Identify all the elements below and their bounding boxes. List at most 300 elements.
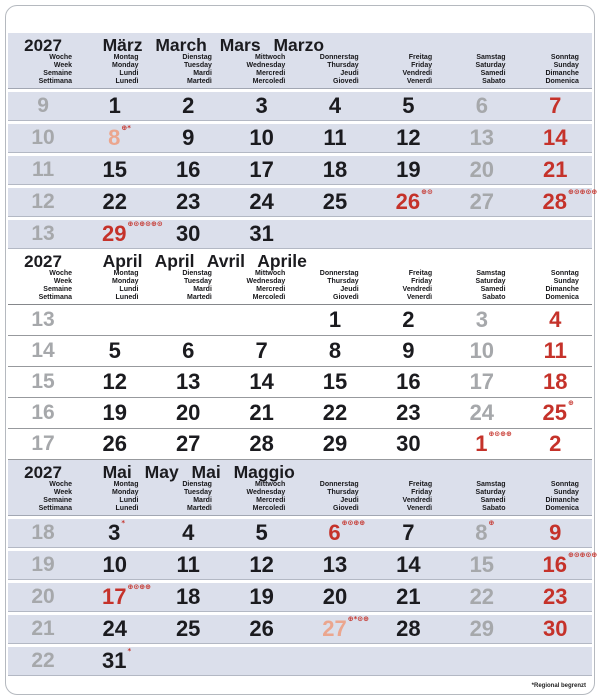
day-number: 18	[322, 157, 348, 182]
week-row	[8, 367, 592, 398]
day-cell	[372, 520, 445, 546]
day-cell	[298, 431, 371, 457]
holiday-marker: ⊕⊙⊕⊙⊕	[567, 188, 598, 196]
day-number: 21	[396, 584, 421, 609]
day-cell	[151, 431, 224, 457]
day-number: 13	[175, 369, 201, 394]
week-label-line: Woche	[49, 481, 73, 488]
day-number: 15	[469, 552, 495, 577]
day-number: 22	[469, 584, 495, 609]
day-number: 16	[542, 552, 567, 577]
day-number: 17	[102, 584, 127, 609]
weekday-label-line: Monday	[112, 62, 139, 69]
day-cell	[445, 616, 518, 642]
day-number: 5	[108, 338, 121, 363]
day-number: 11	[543, 338, 567, 363]
weekday-label-line: Saturday	[475, 62, 506, 69]
holiday-marker: ⊕⊙⊕⊕	[341, 519, 366, 527]
week-number: 14	[31, 339, 55, 362]
day-number: 29	[322, 431, 348, 456]
day-number: 6	[182, 338, 195, 363]
day-number: 10	[469, 338, 495, 363]
week-label-line: Semaine	[43, 70, 73, 77]
week-row	[8, 336, 592, 367]
weekday-label	[372, 270, 445, 302]
weekday-label	[372, 54, 445, 86]
weekday-label-line: Samedi	[480, 70, 506, 77]
day-number: 23	[542, 584, 568, 609]
weekday-label-line: Dienstag	[182, 54, 212, 61]
week-row	[8, 647, 592, 676]
weekday-label-line: Lunedì	[115, 294, 139, 301]
day-number: 24	[469, 400, 495, 425]
week-number: 20	[31, 585, 55, 608]
weekday-label	[519, 270, 592, 302]
day-cell	[445, 157, 518, 183]
weekday-label-line: Venerdì	[406, 505, 433, 512]
week-row	[8, 615, 592, 644]
day-number: 28	[396, 616, 421, 641]
day-number: 22	[322, 400, 348, 425]
day-number: 12	[102, 369, 128, 394]
weekday-label-line: Lundi	[119, 70, 139, 77]
weekday-label-line: Dimanche	[545, 70, 579, 77]
day-number: 31	[102, 648, 127, 673]
week-column-label	[8, 481, 78, 513]
holiday-marker: ⊕⊙⊕⊕	[488, 430, 512, 438]
weekday-label-line: Mercoledì	[252, 294, 286, 301]
day-cell	[78, 400, 151, 426]
day-number: 11	[176, 552, 200, 577]
day-cell	[151, 616, 224, 642]
weekday-label-line: Friday	[411, 62, 433, 69]
day-cell	[298, 400, 371, 426]
week-row	[8, 220, 592, 249]
weekday-label-line: Jeudi	[340, 70, 359, 77]
day-number: 9	[182, 125, 195, 150]
week-label-line: Settimana	[38, 78, 73, 85]
day-cell	[445, 431, 518, 457]
week-row	[8, 156, 592, 185]
day-number: 17	[469, 369, 495, 394]
day-number: 8	[328, 338, 342, 363]
weekday-label-line: Martedì	[186, 294, 212, 301]
day-cell	[151, 221, 224, 247]
weekday-label-line: Samstag	[476, 54, 506, 61]
day-cell	[298, 93, 371, 119]
day-cell	[519, 551, 598, 578]
day-cell	[372, 338, 445, 364]
weekday-label-line: Mittwoch	[254, 54, 286, 61]
weekday-label	[78, 54, 151, 86]
weekday-label-line: Sunday	[553, 489, 579, 496]
day-cell	[298, 616, 371, 642]
weekday-label	[445, 481, 518, 513]
weekday-label-line: Domenica	[545, 294, 579, 301]
day-cell	[519, 584, 592, 610]
weekday-label-line: Dienstag	[182, 481, 212, 488]
weekday-label-line: Sabato	[482, 505, 506, 512]
day-cell	[225, 125, 298, 151]
weekday-label-line: Sabato	[482, 78, 506, 85]
weekday-label	[298, 270, 371, 302]
holiday-marker: *	[121, 519, 126, 527]
month-title: April April Avril Aprile	[102, 251, 307, 271]
day-number: 31	[249, 221, 274, 246]
day-cell	[445, 584, 518, 610]
day-number: 6	[475, 93, 488, 118]
weekday-label-line: Martedì	[186, 505, 212, 512]
weekday-label-line: Dimanche	[545, 497, 579, 504]
day-number: 3	[475, 307, 488, 332]
day-number: 8	[475, 520, 488, 545]
day-cell	[78, 520, 151, 546]
day-number: 20	[175, 400, 201, 425]
day-number: 15	[322, 369, 348, 394]
weekday-label-line: Sunday	[553, 62, 579, 69]
week-row	[8, 519, 592, 548]
weekday-label-line: Friday	[411, 489, 433, 496]
weekday-label-line: Friday	[411, 278, 433, 285]
day-number: 14	[396, 552, 421, 577]
day-number: 1	[108, 93, 121, 118]
day-cell	[78, 338, 151, 364]
weekday-label-line: Samstag	[476, 481, 506, 488]
year-label: 2027	[24, 36, 62, 55]
day-cell	[372, 93, 445, 119]
weekday-label-line: Lunedì	[115, 78, 139, 85]
week-label-line: Semaine	[43, 497, 73, 504]
three-month-calendar	[8, 33, 598, 676]
weekday-label-line: Sunday	[553, 278, 579, 285]
week-label-line: Semaine	[43, 286, 73, 293]
weekday-label	[298, 481, 371, 513]
day-number: 12	[249, 552, 274, 577]
week-row	[8, 188, 598, 217]
weekday-label-line: Mercoledì	[252, 505, 286, 512]
holiday-marker: ⊕⊙	[421, 188, 433, 196]
day-cell	[445, 189, 518, 215]
week-column-label	[8, 54, 78, 86]
weekday-label-line: Giovedì	[333, 294, 359, 301]
weekday-label-line: Giovedì	[333, 78, 359, 85]
day-cell	[519, 188, 598, 215]
day-number: 3	[108, 520, 121, 545]
weekday-label-line: Mercredi	[256, 497, 286, 504]
day-number: 19	[249, 584, 274, 609]
day-cell	[78, 584, 151, 610]
day-number: 18	[175, 584, 201, 609]
weekday-label-line: Freitag	[408, 481, 433, 488]
week-label-line: Woche	[49, 54, 73, 61]
month-header	[8, 460, 592, 516]
day-number: 21	[542, 157, 568, 182]
weekday-label-line: Venerdì	[406, 294, 433, 301]
holiday-marker: *	[127, 647, 132, 655]
weekday-label	[225, 54, 298, 86]
weekday-label-line: Thursday	[327, 489, 359, 496]
day-cell	[519, 431, 592, 457]
day-cell	[151, 552, 224, 578]
weekday-label-line: Vendredi	[402, 70, 433, 77]
day-number: 24	[102, 616, 128, 641]
weekday-label-line: Lundi	[119, 497, 139, 504]
day-cell	[225, 520, 298, 546]
weekday-label-line: Martedì	[186, 78, 212, 85]
holiday-marker: ⊕⊙⊕⊙⊕⊙	[127, 220, 163, 228]
day-cell	[372, 369, 445, 395]
weekday-label-line: Domenica	[545, 505, 579, 512]
day-cell	[298, 520, 371, 546]
day-cell	[78, 220, 163, 247]
day-number: 30	[542, 616, 568, 641]
year-label: 2027	[24, 463, 62, 482]
day-number: 12	[396, 125, 421, 150]
weekday-label-line: Lunedì	[115, 505, 139, 512]
day-number: 7	[549, 93, 562, 118]
weekday-label	[445, 270, 518, 302]
weekday-label-line: Thursday	[327, 278, 359, 285]
weekday-label-line: Sabato	[482, 294, 506, 301]
day-cell	[445, 307, 518, 333]
weekday-label-line: Jeudi	[340, 286, 359, 293]
day-cell	[78, 189, 151, 215]
weekday-label	[445, 54, 518, 86]
month-header	[8, 33, 592, 89]
day-cell	[519, 400, 592, 426]
weekday-label	[519, 481, 592, 513]
week-row	[8, 305, 592, 336]
week-number: 12	[31, 190, 55, 213]
day-cell	[225, 616, 298, 642]
weekday-label-line: Saturday	[475, 278, 506, 285]
day-number: 25	[322, 189, 348, 214]
week-number: 9	[37, 94, 49, 117]
day-number: 7	[402, 520, 415, 545]
day-cell	[225, 157, 298, 183]
month-panel-1	[8, 33, 598, 249]
day-cell	[445, 369, 518, 395]
weekday-label-line: Mardi	[193, 70, 212, 77]
day-number: 23	[396, 400, 421, 425]
weekday-label-line: Giovedì	[333, 505, 359, 512]
day-number: 9	[549, 520, 562, 545]
weekday-label-line: Wednesday	[246, 62, 286, 69]
day-cell	[151, 157, 224, 183]
day-cell	[519, 93, 592, 119]
day-cell	[78, 157, 151, 183]
month-panel-2	[8, 249, 592, 460]
weekday-label-line: Samedi	[480, 286, 506, 293]
weekday-label	[151, 270, 224, 302]
day-cell	[225, 584, 298, 610]
weekday-label	[519, 54, 592, 86]
day-number: 13	[322, 552, 348, 577]
weekday-label-line: Venerdì	[406, 78, 433, 85]
day-number: 2	[402, 307, 415, 332]
day-number: 11	[323, 125, 347, 150]
day-cell	[372, 431, 445, 457]
day-cell	[445, 125, 518, 151]
day-cell	[298, 584, 371, 610]
week-number: 22	[31, 649, 55, 672]
day-cell	[298, 125, 371, 151]
day-number: 20	[469, 157, 495, 182]
day-cell	[151, 189, 224, 215]
weekday-label-line: Samedi	[480, 497, 506, 504]
day-cell	[225, 221, 298, 247]
week-number: 11	[31, 158, 55, 181]
day-cell	[298, 369, 371, 395]
week-row	[8, 398, 592, 429]
day-cell	[225, 189, 298, 215]
weekday-label-line: Sonntag	[550, 54, 579, 61]
day-cell	[372, 307, 445, 333]
week-label-line: Week	[53, 62, 73, 69]
weekday-label	[151, 54, 224, 86]
day-cell	[372, 125, 445, 151]
week-number: 21	[31, 617, 55, 640]
weekday-label-line: Dimanche	[545, 286, 579, 293]
day-cell	[225, 338, 298, 364]
weekday-label-line: Saturday	[475, 489, 506, 496]
week-row	[8, 92, 592, 121]
day-cell	[78, 125, 151, 151]
day-number: 13	[469, 125, 495, 150]
week-number: 13	[31, 308, 55, 331]
weekday-label-line: Donnerstag	[319, 270, 359, 277]
weekday-label-line: Sonntag	[550, 481, 579, 488]
day-cell	[151, 520, 224, 546]
weekday-labels-row	[8, 481, 592, 513]
month-panel-3	[8, 460, 598, 676]
day-number: 25	[175, 616, 201, 641]
day-cell	[519, 307, 592, 333]
weekday-label-line: Dienstag	[182, 270, 212, 277]
day-cell	[225, 431, 298, 457]
day-number: 30	[396, 431, 421, 456]
holiday-marker: ⊕*	[121, 124, 131, 132]
weekday-label	[78, 270, 151, 302]
day-cell	[445, 338, 518, 364]
week-row	[8, 583, 592, 612]
day-number: 21	[249, 400, 274, 425]
day-number: 26	[102, 431, 128, 456]
weekday-label-line: Donnerstag	[319, 54, 359, 61]
day-number: 8	[108, 125, 121, 150]
weekday-labels-row	[8, 54, 592, 86]
day-number: 9	[402, 338, 415, 363]
day-number: 4	[328, 93, 342, 118]
week-number: 16	[31, 401, 55, 424]
day-cell	[78, 648, 151, 674]
day-number: 5	[402, 93, 415, 118]
day-cell	[151, 369, 224, 395]
day-number: 27	[175, 431, 201, 456]
day-cell	[78, 369, 151, 395]
week-label-line: Week	[53, 489, 73, 496]
day-number: 26	[249, 616, 274, 641]
day-cell	[225, 93, 298, 119]
week-label-line: Woche	[49, 270, 73, 277]
weekday-label	[225, 481, 298, 513]
weekday-label-line: Jeudi	[340, 497, 359, 504]
weekday-label-line: Freitag	[408, 270, 433, 277]
day-number: 16	[396, 369, 421, 394]
weekday-label-line: Mercredi	[256, 286, 286, 293]
weekday-label-line: Vendredi	[402, 497, 433, 504]
day-cell	[372, 616, 445, 642]
day-number: 14	[542, 125, 568, 150]
day-cell	[298, 552, 371, 578]
day-number: 17	[249, 157, 274, 182]
month-title: März March Mars Marzo	[102, 35, 325, 55]
weekday-label-line: Mercredi	[256, 70, 286, 77]
weekday-label-line: Montag	[113, 270, 139, 277]
day-number: 4	[182, 520, 195, 545]
day-cell	[298, 338, 371, 364]
day-number: 26	[395, 189, 421, 214]
weekday-label	[78, 481, 151, 513]
day-cell	[298, 307, 371, 333]
weekday-label-line: Tuesday	[184, 278, 212, 285]
weekday-label-line: Mittwoch	[254, 270, 286, 277]
day-cell	[298, 189, 371, 215]
weekday-label-line: Mardi	[193, 286, 212, 293]
holiday-marker: ⊕	[488, 519, 495, 527]
holiday-marker: ⊕⊙⊕⊕	[127, 583, 151, 591]
week-row	[8, 124, 592, 153]
weekday-label-line: Mardi	[193, 497, 212, 504]
day-number: 14	[249, 369, 274, 394]
day-number: 22	[102, 189, 128, 214]
day-cell	[372, 552, 445, 578]
day-number: 27	[322, 616, 347, 641]
day-cell	[445, 93, 518, 119]
day-number: 23	[175, 189, 201, 214]
day-number: 2	[182, 93, 195, 118]
day-cell	[298, 157, 371, 183]
day-number: 3	[255, 93, 268, 118]
weekday-label-line: Donnerstag	[319, 481, 359, 488]
day-cell	[151, 584, 224, 610]
day-number: 10	[102, 552, 128, 577]
weekday-label-line: Tuesday	[184, 489, 212, 496]
week-label-line: Settimana	[38, 294, 73, 301]
weekday-label	[372, 481, 445, 513]
week-number: 17	[31, 432, 55, 455]
day-cell	[372, 189, 445, 215]
month-title: Mai May Mai Maggio	[102, 462, 295, 482]
day-number: 16	[175, 157, 201, 182]
week-column-label	[8, 270, 78, 302]
month-header	[8, 249, 592, 305]
day-cell	[445, 520, 518, 546]
holiday-marker: ⊕	[567, 399, 574, 407]
weekday-label-line: Sonntag	[550, 270, 579, 277]
day-cell	[78, 431, 151, 457]
week-number: 13	[31, 222, 55, 245]
weekday-label-line: Montag	[113, 54, 139, 61]
day-cell	[519, 338, 592, 364]
weekday-label-line: Tuesday	[184, 62, 212, 69]
day-cell	[519, 125, 592, 151]
day-number: 24	[249, 189, 274, 214]
day-cell	[445, 400, 518, 426]
week-label-line: Settimana	[38, 505, 73, 512]
day-number: 7	[255, 338, 268, 363]
day-cell	[225, 400, 298, 426]
